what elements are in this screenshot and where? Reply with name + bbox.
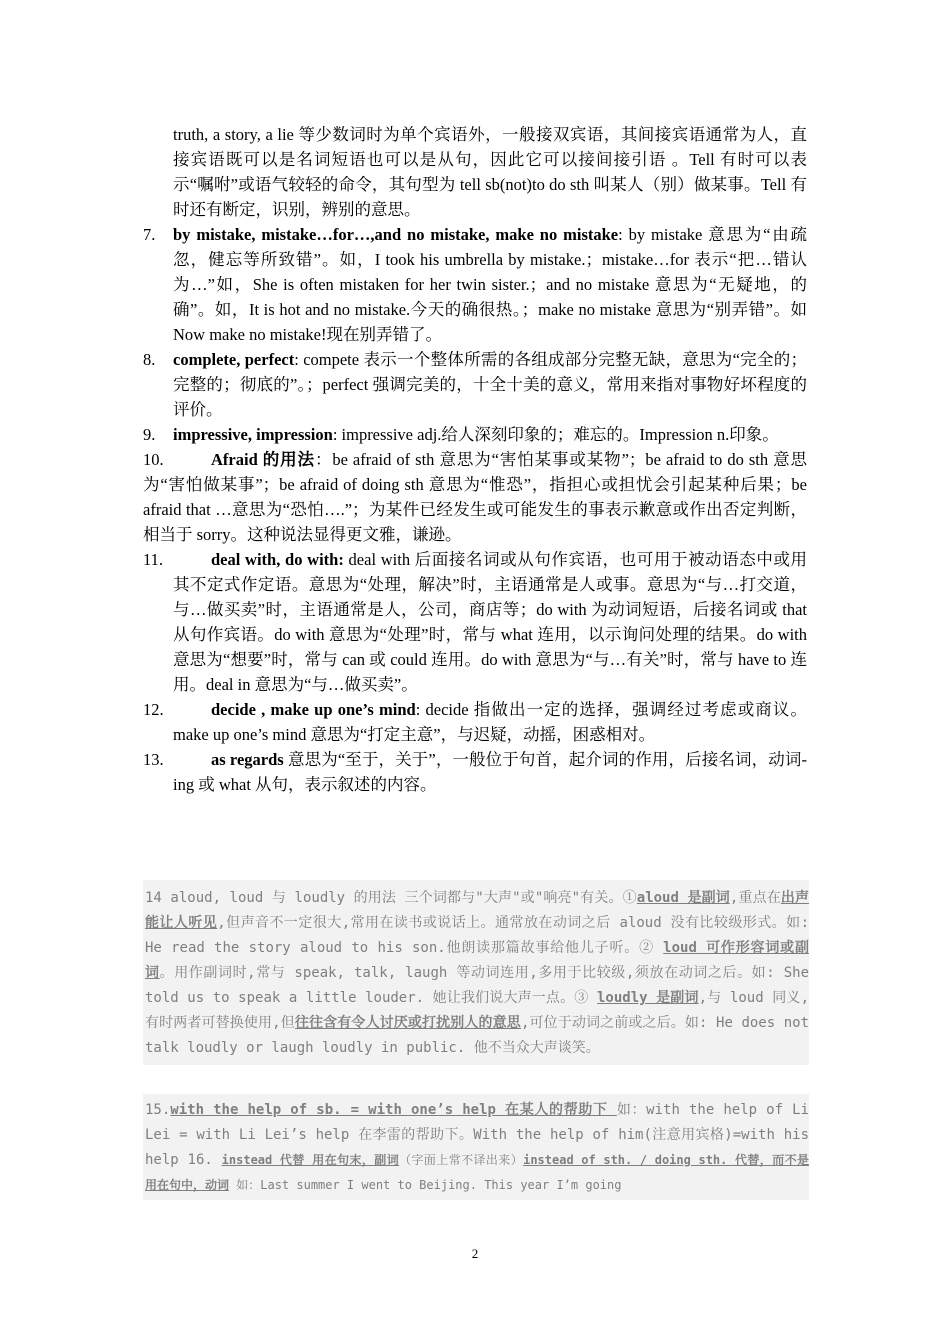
underlined-term: instead 代替 用在句末，副词 xyxy=(221,1153,400,1167)
list-item-13 xyxy=(143,747,807,797)
underlined-term: 出声能让人听见 xyxy=(145,890,809,931)
continuation-paragraph: truth, a story, a lie 等少数词时为单个宾语外，一般接双宾语，其间接宾语通常为人，直接宾语既可以是名词短语也可以是从句，因此它可以接间接引语 。Tell 有时可以表示“嘱咐”或语气较轻的命令，其句型为 tell sb(not)to do sth 叫某人（别）做某事。Tell 有时还有断定，识别，辨别的意思。 xyxy=(173,125,807,219)
item-body: : compete 表示一个整体所需的各组成部分完整无缺，意思为“完全的；完整的；彻底的”。；perfect 强调完美的，十全十美的意义，常用来指对事物好坏程度的评价。 xyxy=(173,350,808,419)
item-body: ：be afraid of sth 意思为“害怕某事或某物”；be afraid to do sth 意思为“害怕做某事”；be afraid of doing sth 意思为“惟恐”，指担心或担忧会引起某种后果；be afraid that …意思为“恐怕….”；为某件已经发生或可能发生的事表示歉意或作出否定判断，相当于 sorry。这种说法显得更文雅，谦逊。 xyxy=(143,450,807,544)
item-number: 10. xyxy=(143,450,164,469)
section-14-block: 14 aloud, loud 与 loudly 的用法 三个词都与"大声"或"响亮"有关。①aloud 是副词,重点在出声能让人听见,但声音不一定很大,常用在读书或说话上。通常放在动词之后 aloud 没有比较级形式。如: He read the story aloud to his son.他朗读那篇故事给他儿子听。② loud 可作形容词或副词。用作副词时,常与 speak, talk, laugh 等动词连用,多用于比较级,须放在动词之后。如: She told us to speak a little louder. 她让我们说大声一点。③ loudly 是副词,与 loud 同义,有时两者可替换使用,但往往含有令人讨厌或打扰别人的意思,可位于动词之前或之后。如: He does not talk loudly or laugh loudly in public. 他不当众大声谈笑。 xyxy=(143,880,809,1065)
item-heading: decide , make up one’s mind xyxy=(211,700,416,719)
underlined-term: 往往含有令人讨厌或打扰别人的意思 xyxy=(294,1015,521,1031)
item-number: 11. xyxy=(143,550,164,569)
numbered-list xyxy=(143,222,807,797)
item-heading: impressive, impression xyxy=(173,425,333,444)
underlined-term: aloud 是副词 xyxy=(636,890,730,906)
list-item-8 xyxy=(143,347,807,422)
item-number: 13. xyxy=(143,750,164,769)
list-item-11 xyxy=(143,547,807,697)
item-heading: by mistake, mistake…for…,and no mistake, make no mistake xyxy=(173,225,619,244)
item-heading: complete, perfect xyxy=(173,350,295,369)
item-number: 8. xyxy=(143,350,156,369)
item-heading: deal with, do with: xyxy=(211,550,344,569)
underlined-term: loud 可作形容词或副词 xyxy=(145,940,809,981)
list-item-9 xyxy=(143,422,807,447)
list-item-7 xyxy=(143,222,807,347)
item-number: 12. xyxy=(143,700,164,719)
item-heading: as regards xyxy=(211,750,284,769)
item-body: deal with 后面接名词或从句作宾语，也可用于被动语态中或用其不定式作定语。意思为“处理，解决”时，主语通常是人或事。意思为“与…打交道，与…做买卖”时，主语通常是人，公司，商店等；do with 为动词短语，后接名词或 that 从句作宾语。do with 意思为“处理”时，常与 what 连用，以示询问处理的结果。do with 意思为“想要”时，常与 can 或 could 连用。do with 意思为“与…有关”时，常与 have to 连用。deal in 意思为“与…做买卖”。 xyxy=(173,550,807,694)
item-body: : by mistake 意思为“由疏忽，健忘等所致错”。如，I took his umbrella by mistake.；mistake…for 表示“把…错认为…”如，She is often mistaken for her twin sister.；and no mistake 意思为“无疑地，的确”。如，It is hot and no mistake.今天的确很热。；make no mistake 意思为“别弄错”。如 Now make no mistake!现在别弄错了。 xyxy=(173,225,807,344)
list-item-12 xyxy=(143,697,807,747)
list-item-10 xyxy=(143,447,807,547)
item-body: : decide 指做出一定的选择，强调经过考虑或商议。make up one’s mind 意思为“打定主意”，与迟疑，动摇，困惑相对。 xyxy=(173,700,807,744)
underlined-term: with the help of sb. = with one’s help 在某人的帮助下 xyxy=(170,1102,617,1118)
underlined-term: loudly 是副词 xyxy=(596,990,699,1006)
item-body: 意思为“至于，关于”，一般位于句首，起介词的作用，后接名词，动词-ing 或 what 从句，表示叙述的内容。 xyxy=(173,750,807,794)
item-body: : impressive adj.给人深刻印象的；难忘的。Impression n.印象。 xyxy=(332,425,779,444)
item-number: 7. xyxy=(143,225,156,244)
page-number: 2 xyxy=(471,1246,479,1261)
item-heading: Afraid 的用法 xyxy=(211,450,315,469)
item-number: 9. xyxy=(143,425,156,444)
section-15-16-block: 15.with the help of sb. = with one’s help 在某人的帮助下 如：with the help of Li Lei = with Li Lei’s help 在李雷的帮助下。With the help of him(注意用宾格)=with his help 16. instead 代替 用在句末，副词（字面上常不译出来）instead of sth. / doing sth. 代替，而不是 用在句中，动词 如：Last summer I went to Beijing. This year I’m going xyxy=(143,1094,809,1200)
underlined-term: instead of sth. / doing sth. 代替，而不是 用在句中，动词 xyxy=(145,1153,810,1192)
